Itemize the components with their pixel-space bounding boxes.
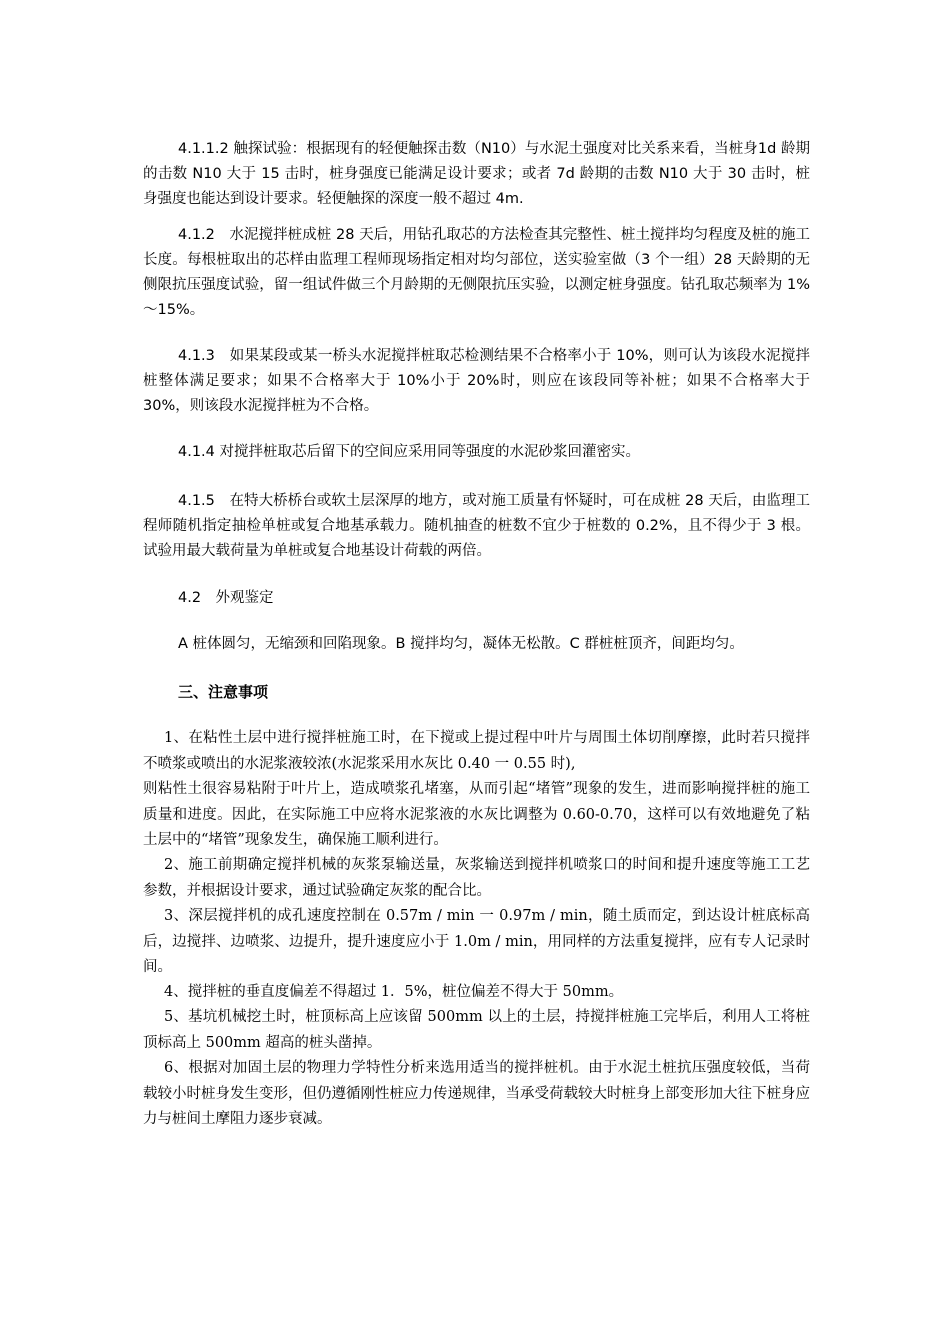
paragraph-4-1-2: 4.1.2 水泥搅拌桩成桩 28 天后，用钻孔取芯的方法检查其完整性、桩土搅拌均匀程度及桩的施工长度。每根桩取出的芯样由监理工程师现场指定相对均匀部位，送实验室做（3 个一组）28 天龄期的无侧限抗压强度试验，留一组试件做三个月龄期的无侧限抗压实验，以测定桩身强度。钻孔取芯频率为 1%～15%。 bbox=[143, 227, 810, 318]
note-1-part-a: 1、在粘性土层中进行搅拌桩施工时，在下搅或上提过程中叶片与周围土体切削摩擦，此时若只搅拌不喷浆或喷出的水泥浆液较浓(水泥浆采用水灰比 0.40 一 0.55 时), bbox=[143, 730, 810, 772]
paragraph-4-1-4: 4.1.4 对搅拌桩取芯后留下的空间应采用同等强度的水泥砂浆回灌密实。 bbox=[178, 444, 641, 460]
paragraph-4-1-3: 4.1.3 如果某段或某一桥头水泥搅拌桩取芯检测结果不合格率小于 10%，则可认为该段水泥搅拌桩整体满足要求；如果不合格率大于 10%小于 20%时，则应在该段同等补桩；如果不合格率大于 30%，则该段水泥搅拌桩为不合格。 bbox=[143, 348, 810, 414]
note-2: 2、施工前期确定搅拌机械的灰浆泵输送量，灰浆输送到搅拌机喷浆口的时间和提升速度等施工工艺参数，并根据设计要求，通过试验确定灰浆的配合比。 bbox=[143, 857, 810, 899]
paragraph-appearance: A 桩体圆匀，无缩颈和回陷现象。B 搅拌均匀，凝体无松散。C 群桩桩顶齐，间距均匀。 bbox=[178, 636, 744, 652]
note-6: 6、根据对加固土层的物理力学特性分析来选用适当的搅拌桩机。由于水泥土桩抗压强度较低，当荷载较小时桩身发生变形，但仍遵循刚性桩应力传递规律，当承受荷载较大时桩身上部变形加大往下桩身应力与桩间土摩阻力逐步衰减。 bbox=[143, 1060, 810, 1127]
notes-heading: 三、注意事项 bbox=[178, 683, 269, 701]
note-4: 4、搅拌桩的垂直度偏差不得超过 1．5%，桩位偏差不得大于 50mm。 bbox=[164, 984, 624, 1000]
section-heading-4-2: 4.2 外观鉴定 bbox=[178, 590, 274, 606]
note-3: 3、深层搅拌机的成孔速度控制在 0.57m / min 一 0.97m / min，随土质而定，到达设计桩底标高后，边搅拌、边喷浆、边提升，提升速度应小于 1.0m / min，用同样的方法重复搅拌，应有专人记录时间。 bbox=[143, 908, 810, 975]
paragraph-4-1-5: 4.1.5 在特大桥桥台或软土层深厚的地方，或对施工质量有怀疑时，可在成桩 28 天后，由监理工程师随机指定抽检单桩或复合地基承载力。随机抽查的桩数不宜少于桩数的 0.2%，且不得少于 3 根。试验用最大载荷量为单桩或复合地基设计荷载的两倍。 bbox=[143, 493, 810, 559]
note-1-part-b: 则粘性土很容易粘附于叶片上，造成喷浆孔堵塞，从而引起“堵管”现象的发生，进而影响搅拌桩的施工质量和进度。因此，在实际施工中应将水泥浆液的水灰比调整为 0.60-0.70，这样可以有效地避免了粘土层中的“堵管”现象发生，确保施工顺利进行。 bbox=[143, 781, 810, 848]
note-5: 5、基坑机械挖土时，桩顶标高上应该留 500mm 以上的土层，持搅拌桩施工完毕后，利用人工将桩顶标高上 500mm 超高的桩头凿掉。 bbox=[143, 1009, 810, 1051]
paragraph-4-1-1-2: 4.1.1.2 触探试验：根据现有的轻便触探击数（N10）与水泥土强度对比关系来看，当桩身1d 龄期的击数 N10 大于 15 击时，桩身强度已能满足设计要求；或者 7d 龄期的击数 N10 大于 30 击时，桩身强度也能达到设计要求。轻便触探的深度一般不超过 4m. bbox=[143, 141, 810, 207]
